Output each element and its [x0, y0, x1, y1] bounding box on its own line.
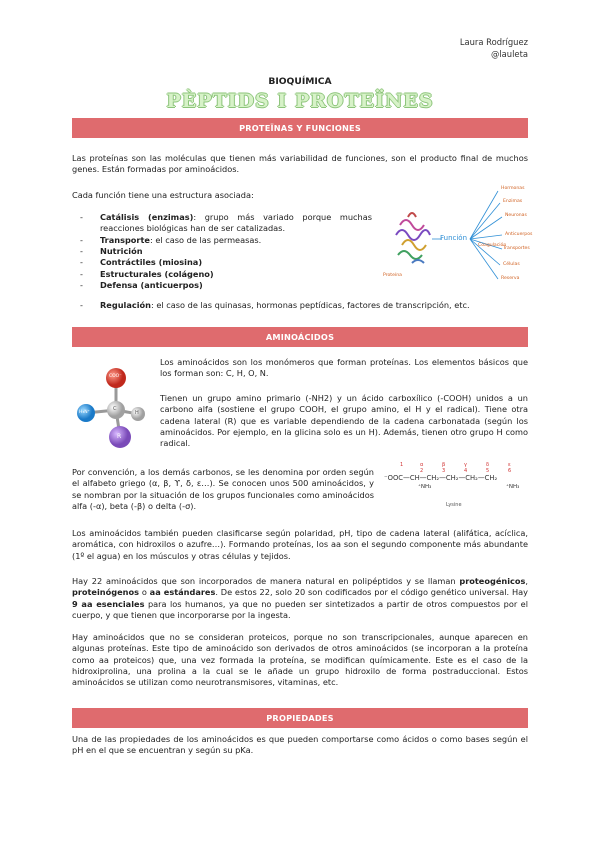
lysine-greek: δ: [486, 462, 490, 468]
p5-bold: proteogénicos: [459, 576, 526, 586]
function-center-label: Función: [440, 234, 468, 242]
function-item: [72, 257, 372, 268]
function-desc: : el caso de las quinasas, hormonas peptídicas, factores de transcripción, etc.: [151, 300, 470, 310]
lysine-greek: γ: [464, 462, 467, 468]
p5-text: Hay 22 aminoácidos que son incorporados de manera natural en polipéptidos y se llaman: [72, 576, 460, 586]
function-term: Catálisis (enzimas): [100, 212, 194, 222]
molecule-label-left: H₃N⁺: [79, 410, 90, 415]
function-desc: : el caso de las permeasas.: [149, 234, 262, 245]
lysine-greek: ε: [508, 462, 511, 468]
function-item: [72, 246, 372, 257]
lysine-nh-right: ⁺NH₃: [506, 484, 520, 490]
lysine-number: 4: [464, 468, 468, 474]
p5-text: o: [139, 587, 150, 598]
lysine-greek: α: [420, 462, 424, 468]
aminoacidos-p2: Tienen un grupo amino primario (-NH2) y un ácido carboxílico (-COOH) unidos a un carbono alfa (sostiene el grupo COOH, el grupo amino, el H y el radical). Tiene otra cadena lateral (R) que es variable dependiendo de la cadena carbonatada (según los aminoácidos. Por ejemplo, en la glicina solo es un H). Además, tienen otro grupo H como radical.: [160, 393, 528, 449]
lysine-number: 5: [486, 468, 490, 474]
function-target: Reserva: [501, 276, 520, 281]
molecule-label-top: COO⁻: [109, 374, 122, 379]
function-item: [72, 300, 528, 311]
molecule-label-right: H: [135, 410, 139, 416]
protein-label: Proteína: [383, 273, 402, 278]
function-desc: : grupo más variado porque muchas reacciones biológicas han de ser catalizadas.: [100, 212, 372, 234]
author-name: Laura Rodríguez: [459, 37, 528, 47]
lysine-number: 3: [442, 468, 446, 474]
p5-bold: 9 aa esenciales: [72, 598, 145, 609]
lysine-greek: β: [442, 462, 446, 468]
function-term: Regulación: [100, 300, 151, 310]
page-subtitle: PÈPTIDS I PROTEÏNES: [166, 90, 434, 112]
function-term: Estructurales (colágeno): [100, 268, 214, 279]
function-target: Enzimas: [503, 199, 523, 204]
function-target: Hormonas: [501, 186, 525, 191]
molecule-label-center: C: [113, 406, 117, 412]
aminoacidos-p3: Por convención, a los demás carbonos, se les denomina por orden según el alfabeto griego (α, β, ϒ, δ, ε…). Se conocen unos 500 aminoácidos, y se nombran por la situación de los grupos funcionales como aminoácidos alfa (-α), beta (-β) o delta (-σ).: [72, 467, 374, 511]
author-block: [460, 36, 528, 60]
p5-bold: proteinógenos: [72, 587, 139, 598]
function-target: Coagulación: [478, 243, 507, 248]
banner-aminoacidos: AMINOÁCIDOS: [72, 327, 528, 347]
function-list-block: [72, 212, 372, 291]
aminoacidos-p1: Los aminoácidos son los monómeros que forman proteínas. Los elementos básicos que los forman son: C, H, O, N.: [160, 357, 528, 379]
function-target: Transportes: [503, 246, 530, 251]
lysine-structure: [384, 462, 528, 512]
p5-bold: aa estándares: [149, 587, 216, 598]
protein-function-figure: [382, 185, 533, 285]
function-item: [72, 235, 372, 246]
p5-text: ,: [525, 576, 528, 586]
aminoacidos-p4: Los aminoácidos también pueden clasificarse según polaridad, pH, tipo de cadena lateral (alifática, acíclica, aromática, con hidroxilos o azufre…). Formando proteínas, los aa son el segundo componente más abundante (1º el agua) en los músculos y otras células y tejidos.: [72, 528, 528, 561]
function-item: [72, 269, 372, 280]
protein-structure-icon: [396, 213, 430, 263]
lysine-number: 2: [420, 468, 424, 474]
function-target: Anticuerpos: [505, 232, 533, 237]
lysine-greek: 1: [400, 462, 404, 468]
aminoacidos-p5: [72, 576, 528, 621]
lysine-chain: ⁻OOC—CH—CH₂—CH₂—CH₂—CH₂: [384, 474, 498, 482]
function-item-regulacion: [72, 300, 528, 311]
lysine-nh-left: ⁺NH₃: [418, 484, 432, 490]
lysine-number: 6: [508, 468, 512, 474]
function-arrows: [470, 191, 502, 279]
proteinas-intro: Las proteínas son las moléculas que tienen más variabilidad de funciones, son el producto final de muchos genes. Están formadas por aminoácidos.: [72, 153, 528, 175]
aminoacidos-p6: Hay aminoácidos que no se consideran proteicos, porque no son transcripcionales, aunque aparecen en algunas proteínas. Este tipo de aminoácido son derivados de otros aminoácidos (se incorporan a la proteína como aa proteicos) que, una vez formada la proteína, se modifican químicamente. Este es el caso de la hidroxiprolina, una prolina a la cual se le añade un grupo hidroxilo de forma postraduccional. Estos aminoácidos se utilizan como neurotransmisores, vitaminas, etc.: [72, 632, 528, 688]
page-title: BIOQUÍMICA: [268, 76, 332, 87]
molecule-label-bottom: R: [117, 433, 122, 440]
p5-text: . De estos 22, solo 20 son codificados por el código genético universal. Hay: [215, 587, 528, 598]
function-term: Transporte: [100, 234, 150, 245]
lysine-caption: Lysine: [446, 502, 462, 508]
function-item: [72, 280, 372, 291]
function-list: [72, 212, 372, 291]
proteinas-lead: Cada función tiene una estructura asociada:: [72, 190, 254, 200]
banner-propiedades: PROPIEDADES: [72, 708, 528, 728]
banner-proteinas: PROTEÏNAS Y FUNCIONES: [72, 118, 528, 138]
p5-text: para los humanos, ya que no pueden ser sintetizados a partir de otros compuestos por el cuerpo, y que tienen que incorporarse por la ingesta.: [72, 598, 528, 620]
function-list-tail: [72, 300, 528, 311]
function-term: Nutrición: [100, 245, 143, 256]
propiedades-p1: Una de las propiedades de los aminoácidos es que pueden comportarse como ácidos o como bases según el pH en el que se encuentran y según su pKa.: [72, 734, 528, 756]
function-term: Contráctiles (miosina): [100, 257, 203, 268]
amino-acid-molecule: [72, 366, 156, 452]
function-term: Defensa (anticuerpos): [100, 279, 203, 290]
author-handle: @lauleta: [490, 49, 528, 60]
function-target: Células: [503, 262, 520, 267]
function-item: [72, 212, 372, 235]
function-target: Neuronas: [505, 213, 527, 218]
